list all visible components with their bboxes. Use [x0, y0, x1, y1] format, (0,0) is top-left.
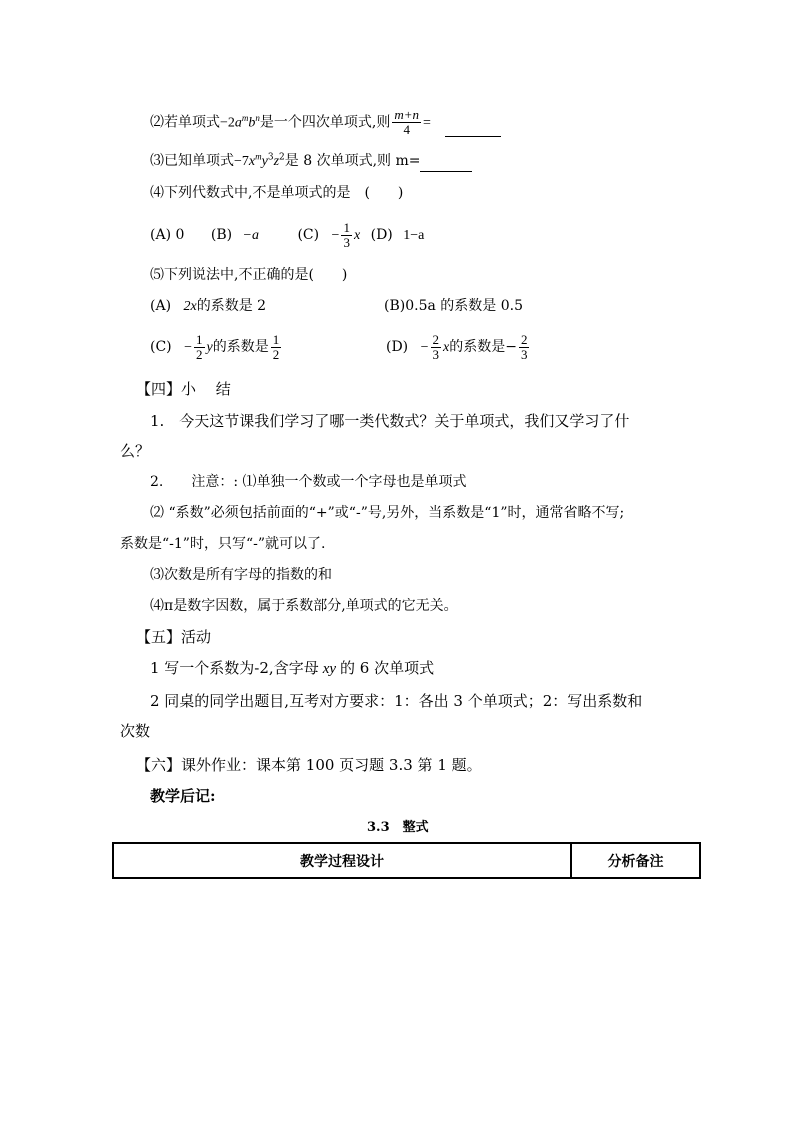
section-4-p1: 1. 今天这节课我们学习了哪一类代数式？关于单项式，我们又学习了什 [150, 412, 630, 430]
question-5-option-c: (C) − $\frac{1}{2}$ y的系数是 $\frac{1}{2}$ [150, 331, 280, 362]
question-3: ⑶已知单项式$-7x^my^3z^2$是 8 次单项式,则 m= [150, 151, 472, 172]
question-5-option-a: (A) 2x的系数是 2 [150, 298, 267, 314]
question-4-options: (A) 0 (B) −a (C) − $\frac{1}{3}$ x (D) 1−a [150, 219, 425, 250]
section-6-homework: 【六】课外作业：课本第 100 页习题 3.3 第 1 题。 [136, 756, 482, 774]
section-4-p2: 2. 注意：: ⑴单独一个数或一个字母也是单项式 [150, 474, 467, 490]
next-section-heading: 3.3 整式 [367, 820, 429, 835]
fraction: $\frac{2}{3}$ [432, 331, 440, 362]
fraction: $\frac{m+n}{4}$ [394, 107, 420, 137]
question-4: ⑷下列代数式中,不是单项式的是 ( ) [150, 185, 404, 201]
question-5: ⑸下列说法中,不正确的是( ) [150, 267, 348, 283]
answer-blank [445, 122, 501, 137]
fraction: $\frac{1}{3}$ [343, 219, 350, 250]
lesson-table [112, 842, 701, 879]
fraction: $\frac{1}{2}$ [272, 331, 280, 362]
section-5-p2-cont: 次数 [120, 722, 151, 740]
question-5-option-d: (D) − $\frac{2}{3}$ x的系数是− $\frac{2}{3}$ [386, 331, 528, 362]
answer-blank [420, 157, 472, 172]
section-5-p2: 2 同桌的同学出题目,互考对方要求：1：各出 3 个单项式；2：写出系数和 [150, 692, 643, 710]
section-4-p3: ⑵ “系数”必须包括前面的“+”或“-”号,另外，当系数是“1”时，通常省略不写; [150, 505, 625, 521]
section-4-p5: ⑷π是数字因数，属于系数部分,单项式的它无关。 [150, 598, 458, 614]
fraction: $\frac{2}{3}$ [520, 331, 528, 362]
afterword-label: 教学后记: [150, 787, 216, 805]
table-header-process: 教学过程设计 [113, 843, 571, 878]
table-header-row [113, 843, 700, 878]
question-2: ⑵若单项式$-2a^mb^n$是一个四次单项式,则 $\frac{m+n}{4}$ = [150, 108, 501, 137]
section-4-p3-cont: 系数是“-1”时，只写“-”就可以了. [120, 536, 326, 552]
section-4-p4: ⑶次数是所有字母的指数的和 [150, 567, 332, 583]
section-4-p1-cont: 么？ [120, 442, 151, 460]
section-4-title: 【四】小 结 [136, 380, 231, 398]
question-5-option-b: (B)0.5a 的系数是 0.5 [384, 298, 523, 314]
section-5-p1: 1 写一个系数为-2,含字母 xy 的 6 次单项式 [150, 659, 435, 677]
fraction: $\frac{1}{2}$ [196, 331, 203, 362]
table-header-notes: 分析备注 [571, 843, 700, 878]
section-5-title: 【五】活动 [136, 628, 212, 646]
